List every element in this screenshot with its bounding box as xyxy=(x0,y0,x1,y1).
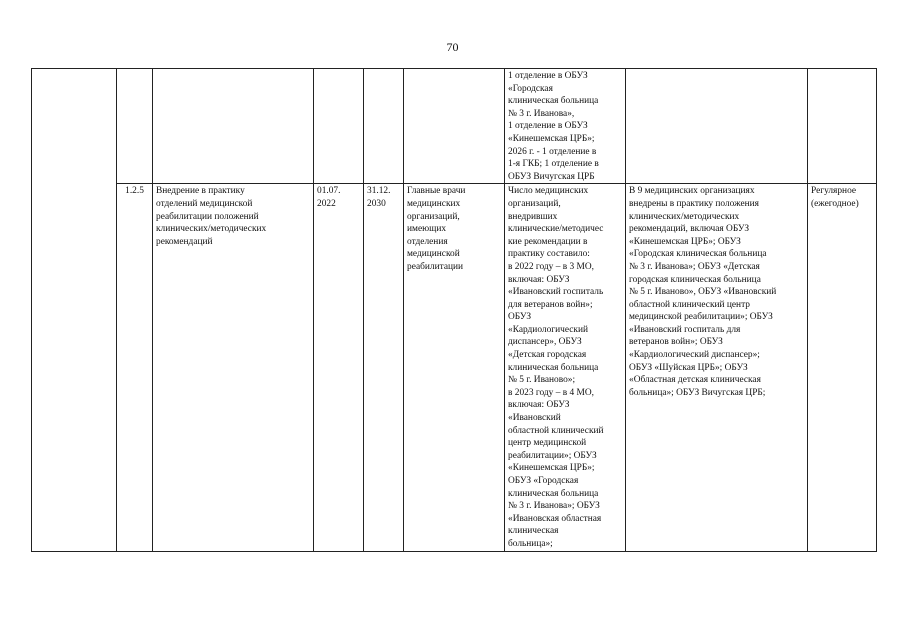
table-row xyxy=(32,69,877,184)
periodicity-cell xyxy=(808,69,877,184)
item-number-cell: 1.2.5 xyxy=(117,184,153,551)
result-cell xyxy=(626,69,808,184)
table-row xyxy=(32,184,877,551)
indicator-cell: Число медицинских организаций, внедривших клинические/методичес кие рекомендации в практику составило: в 2022 году – в 3 МО, включая: ОБУЗ «Ивановский госпиталь для ветеранов войн»; ОБУЗ «Кардиологический диспансер», ОБУЗ «Детская городская клиническая больница № 5 г. Иваново»; в 2023 году – в 4 МО, включая: ОБУЗ «Ивановский областной клинический центр медицинской реабилитации»; ОБУЗ «Кинешемская ЦРБ»; ОБУЗ «Городская клиническая больница № 3 г. Иванова»; ОБУЗ «Ивановская областная клиническая больница»; xyxy=(505,184,626,551)
item-number-cell xyxy=(117,69,153,184)
end-date-cell xyxy=(364,69,404,184)
start-date-cell: 01.07. 2022 xyxy=(314,184,364,551)
start-date-cell xyxy=(314,69,364,184)
result-cell: В 9 медицинских организациях внедрены в практику положения клинических/методических рекомендаций, включая ОБУЗ «Кинешемская ЦРБ»; ОБУЗ «Городская клиническая больница № 3 г. Иванова»; ОБУЗ «Детская городская клиническая больница № 5 г. Иваново», ОБУЗ «Ивановский областной клинический центр медицинской реабилитации»; ОБУЗ «Ивановский госпиталь для ветеранов войн»; ОБУЗ «Кардиологический диспансер»; ОБУЗ «Шуйская ЦРБ»; ОБУЗ «Областная детская клиническая больница»; ОБУЗ Вичугская ЦРБ; xyxy=(626,184,808,551)
indicator-cell: 1 отделение в ОБУЗ «Городская клиническая больница № 3 г. Иванова», 1 отделение в ОБУЗ «Кинешемская ЦРБ»; 2026 г. - 1 отделение в 1-я ГКБ; 1 отделение в ОБУЗ Вичугская ЦРБ xyxy=(505,69,626,184)
measures-table xyxy=(31,68,877,552)
responsible-cell: Главные врачи медицинских организаций, имеющих отделения медицинской реабилитации xyxy=(404,184,505,551)
responsible-cell xyxy=(404,69,505,184)
page-number: 70 xyxy=(446,40,459,54)
row-group-cell xyxy=(32,69,117,552)
end-date-cell: 31.12. 2030 xyxy=(364,184,404,551)
periodicity-cell: Регулярное (ежегодное) xyxy=(808,184,877,551)
event-cell: Внедрение в практику отделений медицинской реабилитации положений клинических/методических рекомендаций xyxy=(153,184,314,551)
event-cell xyxy=(153,69,314,184)
